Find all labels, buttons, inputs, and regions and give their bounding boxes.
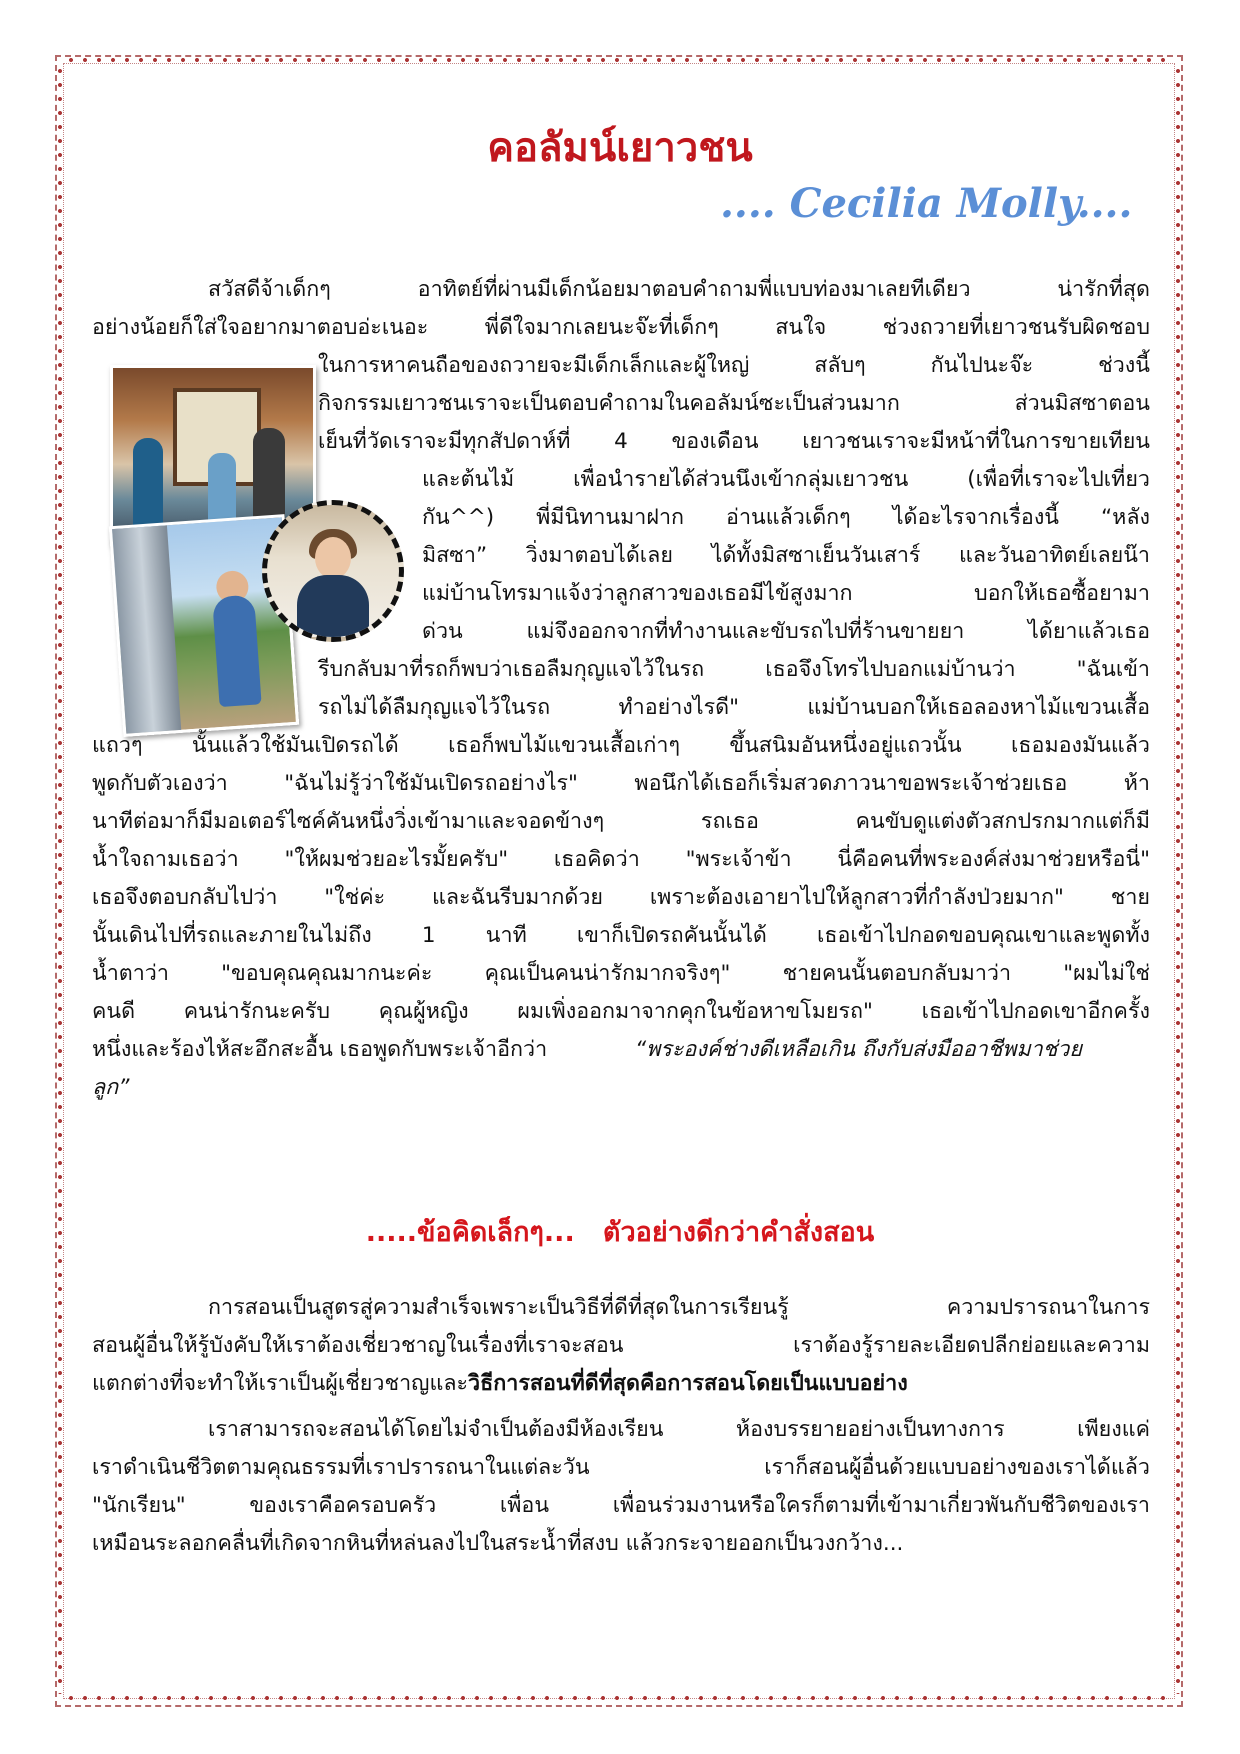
lesson-line: สอนผู้อื่นให้รู้บังคับให้เราต้องเชี่ยวชาญในเรื่องที่เราจะสอน เราต้องรู้รายละเอียดปลีกย่อยและความ (92, 1333, 1150, 1358)
story-line: แถวๆ นั้นแล้วใช้มันเปิดรถได้ เธอก็พบไม้แขวนเสื้อเก่าๆ ขึ้นสนิมอันหนึ่งอยู่แถวนั้น เธอมองมันแล้ว (92, 733, 1150, 758)
lesson-line: เราดำเนินชีวิตตามคุณธรรมที่เราปรารถนาในแต่ละวัน เราก็สอนผู้อื่นด้วยแบบอย่างของเราได้แล้ว (92, 1455, 1150, 1480)
story-quote: “พระองค์ช่างดีเหลือเกิน ถึงกับส่งมืออาชีพมาช่วย (635, 1037, 1082, 1062)
story-line: คนดี คนน่ารักนะครับ คุณผู้หญิง ผมเพิ่งออกมาจากคุกในข้อหาขโมยรถ" เธอเข้าไปกอดเขาอีกครั้ง (92, 999, 1150, 1024)
frame-dots-bottom (64, 1695, 1174, 1701)
frame-dots-top (64, 57, 1174, 63)
author-byline: .... Cecilia Molly.... (720, 180, 1133, 227)
lesson-line: เราสามารถจะสอนได้โดยไม่จำเป็นต้องมีห้องเรียน ห้องบรรยายอย่างเป็นทางการ เพียงแค่ (208, 1417, 1150, 1442)
lesson-heading-title: ตัวอย่างดีกว่าคำสั่งสอน (602, 1217, 875, 1248)
column-title: คอลัมน์เยาวชน (487, 125, 753, 171)
lesson-key-point: วิธีการสอนที่ดีที่สุดคือการสอนโดยเป็นแบบอย่าง (468, 1371, 908, 1396)
story-line: มิสซา” วิ่งมาตอบได้เลย ได้ทั้งมิสซาเย็นวันเสาร์ และวันอาทิตย์เลยน๊า (422, 543, 1150, 568)
story-line: อย่างน้อยก็ใส่ใจอยากมาตอบอ่ะเนอะ พี่ดีใจมากเลยนะจ๊ะที่เด็กๆ สนใจ ช่วงถวายที่เยาวชนรับผิดชอบ (92, 315, 1150, 340)
lesson-heading (0, 1210, 1240, 1253)
story-line: นั้นเดินไปที่รถและภายในไม่ถึง 1 นาที เขาก็เปิดรถคันนั้นได้ เธอเข้าไปกอดขอบคุณเขาและพูดทั้ง (92, 923, 1150, 948)
story-line: สวัสดีจ้าเด็กๆ อาทิตย์ที่ผ่านมีเด็กน้อยมาตอบคำถามพี่แบบท่องมาเลยทีเดียว น่ารักที่สุด (208, 277, 1150, 302)
lesson-line: การสอนเป็นสูตรสู่ความสำเร็จเพราะเป็นวิธีที่ดีที่สุดในการเรียนรู้ ความปรารถนาในการ (208, 1295, 1150, 1320)
story-line: ในการหาคนถือของถวายจะมีเด็กเล็กและผู้ใหญ่ สลับๆ กันไปนะจ๊ะ ช่วงนี้ (318, 353, 1150, 378)
story-line: น้ำตาว่า "ขอบคุณคุณมากนะค่ะ คุณเป็นคนน่ารักมากจริงๆ" ชายคนนั้นตอบกลับมาว่า "ผมไม่ใช่ (92, 961, 1150, 986)
story-line: พูดกับตัวเองว่า "ฉันไม่รู้ว่าใช้มันเปิดรถอย่างไร" พอนึกได้เธอก็เริ่มสวดภาวนาขอพระเจ้าช่วยเธอ ห้า (92, 771, 1150, 796)
lesson-line: "นักเรียน" ของเราคือครอบครัว เพื่อน เพื่อนร่วมงานหรือใครก็ตามที่เข้ามาเกี่ยวพันกับชีวิตของเรา (92, 1493, 1150, 1518)
story-line: หนึ่งและร้องไห้สะอึกสะอื้น เธอพูดกับพระเจ้าอีกว่า (92, 1037, 548, 1062)
frame-dots-left (57, 64, 63, 1694)
story-line: กัน^^) พี่มีนิทานมาฝาก อ่านแล้วเด็กๆ ได้อะไรจากเรื่องนี้ “หลัง (422, 505, 1150, 530)
lesson-heading-prefix: .....ข้อคิดเล็กๆ... (365, 1217, 575, 1248)
story-line: รถไม่ได้ลืมกุญแจไว้ในรถ ทำอย่างไรดี" แม่บ้านบอกให้เธอลองหาไม้แขวนเสื้อ (318, 695, 1150, 720)
story-line: นาทีต่อมาก็มีมอเตอร์ไซค์คันหนึ่งวิ่งเข้ามาและจอดข้างๆ รถเธอ คนขับดูแต่งตัวสกปรกมากแต่ก็มี (92, 809, 1150, 834)
story-line: กิจกรรมเยาวชนเราจะเป็นตอบคำถามในคอลัมน์ซะเป็นส่วนมาก ส่วนมิสซาตอน (318, 391, 1150, 416)
story-line: เย็นที่วัดเราจะมีทุกสัปดาห์ที่ 4 ของเดือน เยาวชนเราจะมีหน้าที่ในการขายเทียน (318, 429, 1150, 454)
lesson-line: เหมือนระลอกคลื่นที่เกิดจากหินที่หล่นลงไปในสระน้ำที่สงบ แล้วกระจายออกเป็นวงกว้าง... (92, 1531, 904, 1556)
lesson-text: แตกต่างที่จะทำให้เราเป็นผู้เชี่ยวชาญและ (92, 1371, 469, 1396)
story-line: แม่บ้านโทรมาแจ้งว่าลูกสาวของเธอมีไข้สูงมาก บอกให้เธอซื้อยามา (422, 581, 1150, 606)
circle-portrait-photo (262, 500, 404, 642)
story-line: เธอจึงตอบกลับไปว่า "ใช่ค่ะ และฉันรีบมากด้วย เพราะต้องเอายาไปให้ลูกสาวที่กำลังป่วยมาก" ชาย (92, 885, 1150, 910)
story-line: และต้นไม้ เพื่อนำรายได้ส่วนนึงเข้ากลุ่มเยาวชน (เพื่อที่เราจะไปเที่ยว (422, 467, 1150, 492)
story-line: ด่วน แม่จึงออกจากที่ทำงานและขับรถไปที่ร้านขายยา ได้ยาแล้วเธอ (422, 619, 1150, 644)
frame-dots-right (1175, 64, 1181, 1694)
story-line: รีบกลับมาที่รถก็พบว่าเธอลืมกุญแจไว้ในรถ เธอจึงโทรไปบอกแม่บ้านว่า "ฉันเข้า (318, 657, 1150, 682)
lesson-line (92, 1366, 908, 1400)
story-quote-end: ลูก” (92, 1075, 130, 1100)
story-line: น้ำใจถามเธอว่า "ให้ผมช่วยอะไรมั้ยครับ" เธอคิดว่า "พระเจ้าข้า นี่คือคนที่พระองค์ส่งมาช่วยหรือนี่" (92, 847, 1150, 872)
